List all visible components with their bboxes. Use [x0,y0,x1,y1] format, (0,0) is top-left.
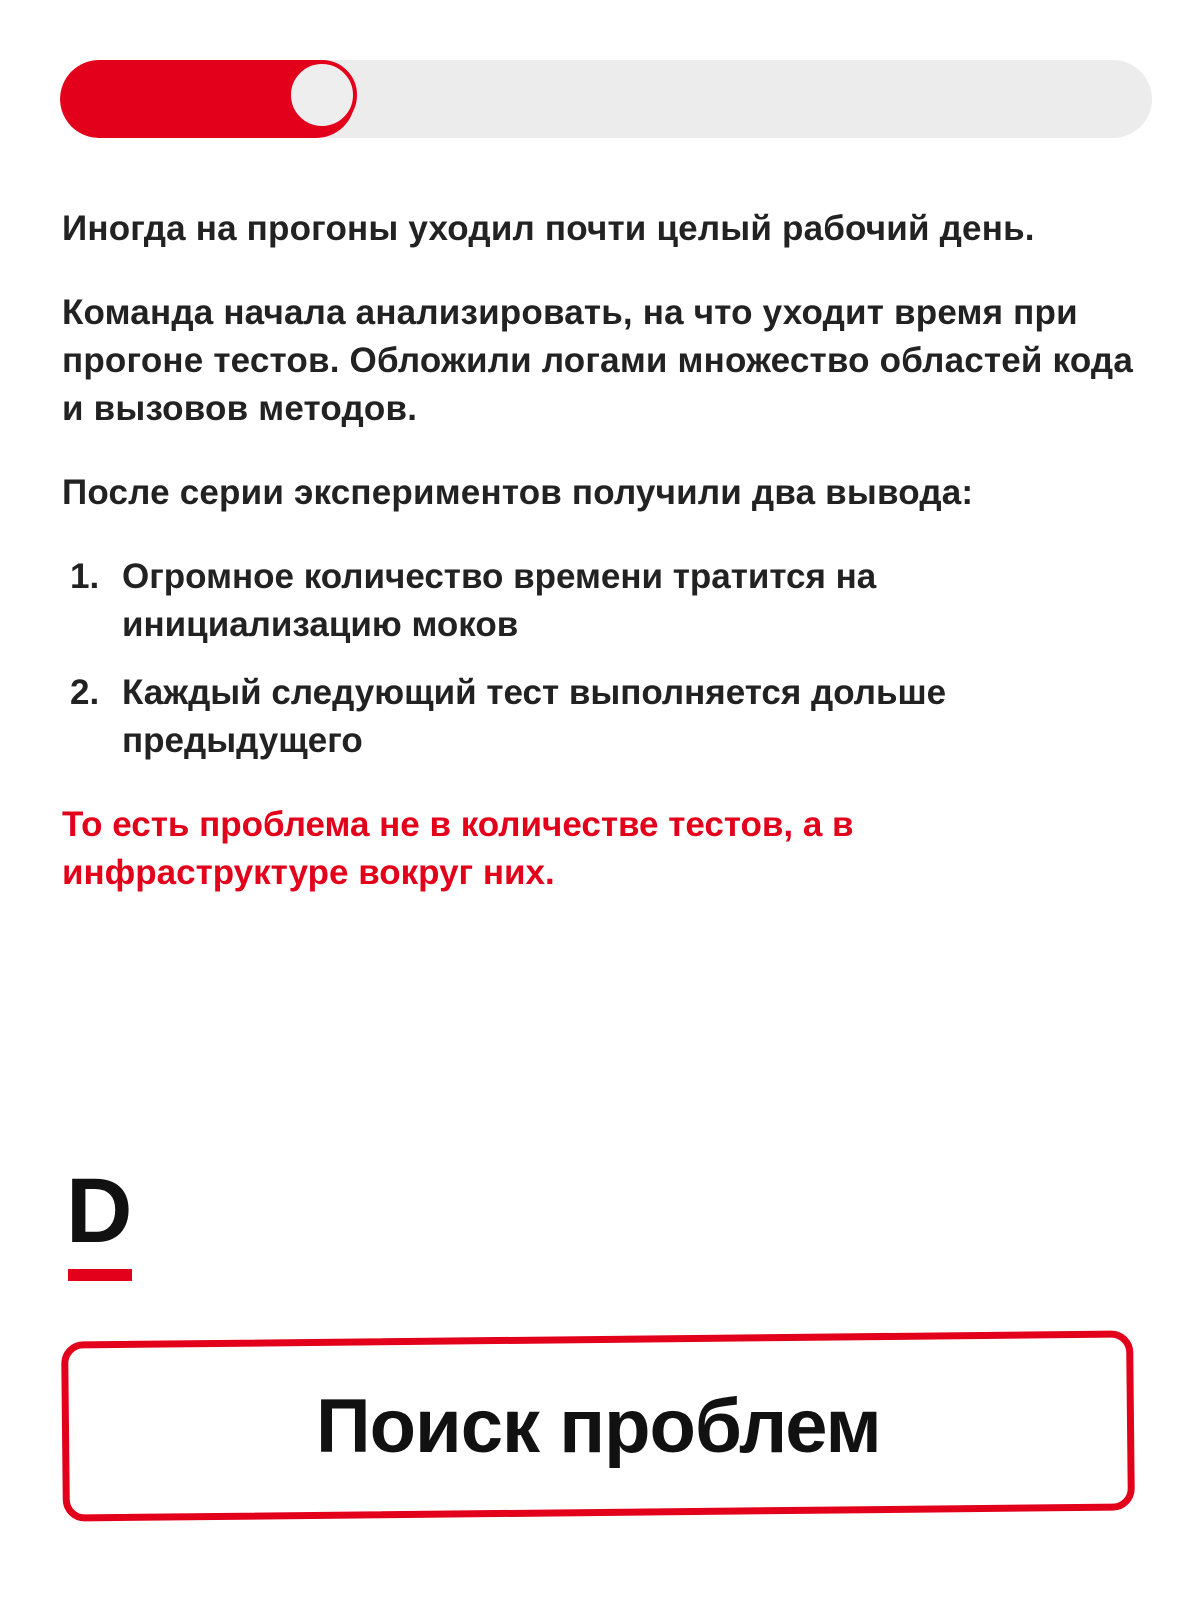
progress-track [60,60,1152,138]
list-item-number: 1. [70,557,100,596]
paragraph-1: Иногда на прогоны уходил почти целый рабочий день. [62,209,1035,248]
accent-conclusion: То есть проблема не в количестве тестов, а в инфраструктуре вокруг них. [62,805,854,892]
list-item [62,553,1052,649]
article-body [62,205,1152,897]
list-item-number: 2. [70,673,100,712]
progress-thumb [287,60,357,130]
conclusions-list [62,553,1152,765]
section-title-box [61,1330,1135,1521]
list-item-text: Каждый следующий тест выполняется дольше предыдущего [122,673,947,760]
list-item [62,669,1052,765]
list-item-text: Огромное количество времени тратится на инициализацию моков [122,557,877,644]
paragraph-3: После серии экспериментов получили два вывода: [62,473,974,512]
logo-underline [68,1269,132,1281]
section-title: Поиск проблем [315,1383,881,1469]
brand-logo [66,1160,133,1285]
logo-letter: D [66,1160,133,1262]
paragraph-2: Команда начала анализировать, на что уходит время при прогоне тестов. Обложили логами множество областей кода и вызовов методов. [62,293,1134,428]
